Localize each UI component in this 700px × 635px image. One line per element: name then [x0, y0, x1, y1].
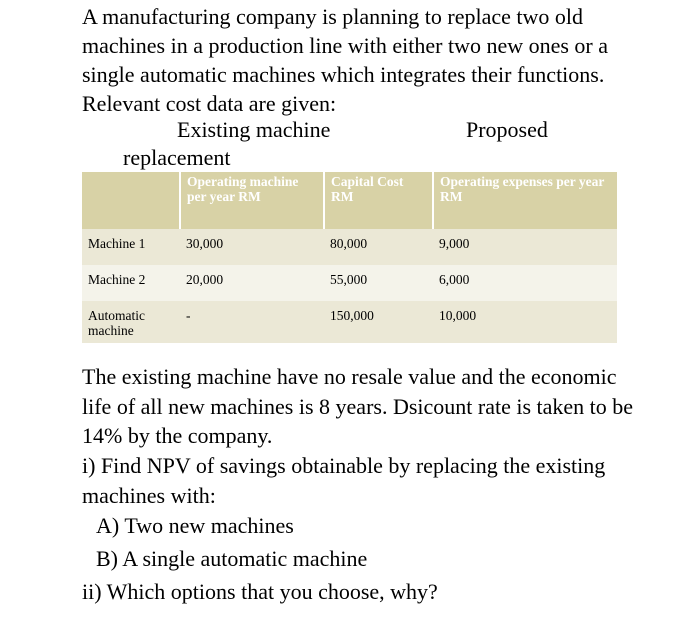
assumptions-paragraph: The existing machine have no resale value and the economic life of all new machines is 8 years. Dsicount rate is taken to be 14% by the company. [82, 364, 634, 448]
header-cell-operating-expenses: Operating expenses per year RM [433, 172, 617, 229]
header-cell-capital-cost: Capital Cost RM [324, 172, 433, 229]
question-option-b: B) A single automatic machine [96, 546, 368, 571]
table-row [82, 301, 617, 343]
cell-operating-machine: 20,000 [180, 265, 324, 301]
cell-operating-expenses: 9,000 [433, 229, 617, 265]
cell-capital-cost: 150,000 [324, 301, 433, 343]
cell-operating-machine: 30,000 [180, 229, 324, 265]
row-label: Machine 1 [82, 229, 180, 265]
cell-operating-machine: - [180, 301, 324, 343]
intro-paragraph: A manufacturing company is planning to replace two old machines in a production line with either two new ones or a single automatic machines which integrates their functions. Relevant cost data are given: [82, 4, 609, 116]
question-ii: ii) Which options that you choose, why? [82, 579, 438, 604]
table-row [82, 265, 617, 301]
cost-data-table [82, 172, 617, 343]
question-i: i) Find NPV of savings obtainable by replacing the existing machines with: [82, 453, 606, 508]
existing-machine-heading: Existing machine [177, 117, 331, 142]
header-cell-blank [82, 172, 180, 229]
cell-capital-cost: 80,000 [324, 229, 433, 265]
header-cell-operating-machine: Operating machine per year RM [180, 172, 324, 229]
cell-operating-expenses: 10,000 [433, 301, 617, 343]
replacement-heading: replacement [123, 145, 231, 170]
row-label: Machine 2 [82, 265, 180, 301]
question-option-a: A) Two new machines [96, 513, 294, 538]
table-row [82, 229, 617, 265]
cell-operating-expenses: 6,000 [433, 265, 617, 301]
proposed-heading: Proposed [466, 117, 548, 142]
cell-capital-cost: 55,000 [324, 265, 433, 301]
table-header-row [82, 172, 617, 229]
row-label: Automatic machine [82, 301, 180, 343]
